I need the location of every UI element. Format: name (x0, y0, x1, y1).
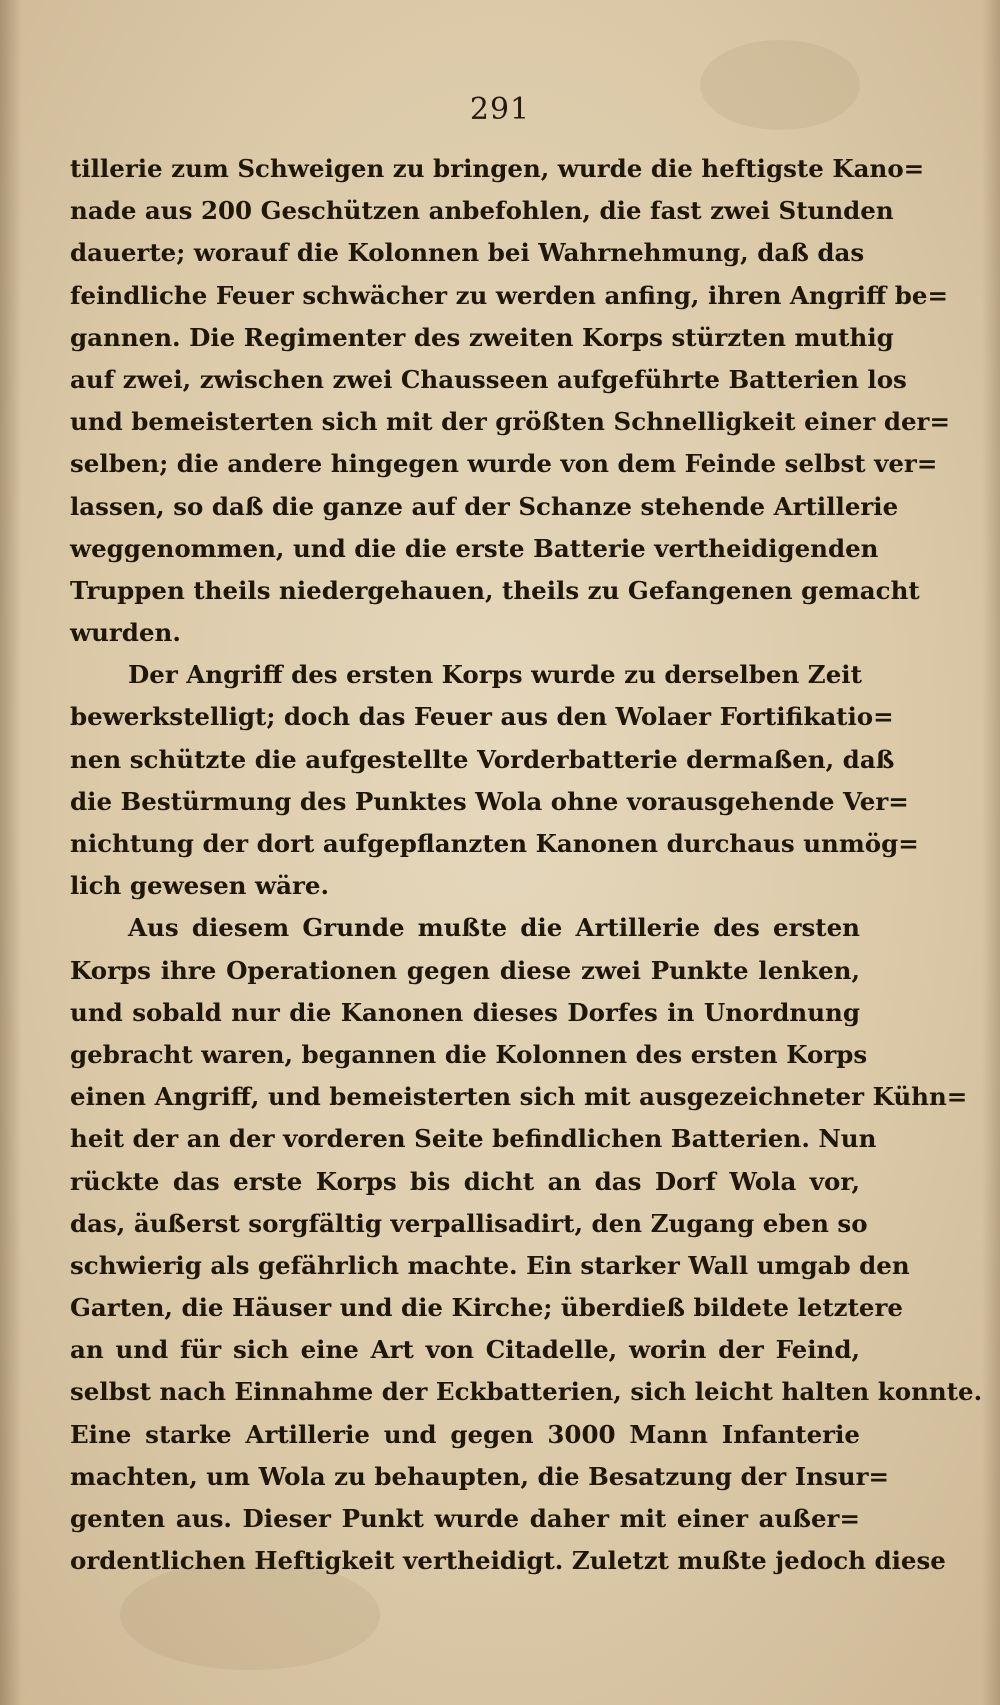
text-line: selben; die andere hingegen wurde von dem Feinde selbst ver= (70, 449, 938, 479)
text-line: Truppen theils niedergehauen, theils zu Gefangenen gemacht (70, 575, 920, 605)
text-line: genten aus. Dieser Punkt wurde daher mit einer außer= (70, 1504, 860, 1533)
text-line: die Bestürmung des Punktes Wola ohne vorausgehende Ver= (70, 786, 909, 816)
text-line: gebracht waren, begannen die Kolonnen des ersten Korps (70, 1039, 868, 1069)
text-line: nade aus 200 Geschützen anbefohlen, die fast zwei Stunden (70, 196, 894, 226)
text-line: Aus diesem Grunde mußte die Artillerie des ersten (128, 913, 860, 943)
text-line: Korps ihre Operationen gegen diese zwei Punkte lenken, (70, 955, 860, 985)
text-line: und bemeisterten sich mit der größten Schnelligkeit einer der= (70, 407, 950, 437)
text-line: lich gewesen wäre. (70, 871, 329, 901)
text-line: Eine starke Artillerie und gegen 3000 Mann Infanterie (70, 1419, 860, 1449)
page-edge-shadow-right (982, 0, 1000, 1705)
text-line: gannen. Die Regimenter des zweiten Korps stürzten muthig (70, 322, 894, 352)
text-line: ordentlichen Heftigkeit vertheidigt. Zuletzt mußte jedoch diese (70, 1546, 946, 1576)
text-line: bewerkstelligt; doch das Feuer aus den Wolaer Fortifikatio= (70, 702, 894, 732)
text-line: lassen, so daß die ganze auf der Schanze stehende Artillerie (70, 491, 899, 521)
text-line: weggenommen, und die die erste Batterie vertheidigenden (70, 533, 879, 563)
text-line: an und für sich eine Art von Citadelle, worin der Feind, (70, 1335, 860, 1365)
text-line: feindliche Feuer schwächer zu werden anfing, ihren Angriff be= (70, 280, 948, 310)
text-line: dauerte; worauf die Kolonnen bei Wahrnehmung, daß das (70, 238, 865, 268)
text-line: machten, um Wola zu behaupten, die Besatzung der Insur= (70, 1461, 890, 1491)
page-edge-shadow-left (0, 0, 22, 1705)
text-line: nen schützte die aufgestellte Vorderbatterie dermaßen, daß (70, 744, 895, 774)
text-line: selbst nach Einnahme der Eckbatterien, sich leicht halten konnte. (70, 1377, 983, 1407)
text-line: das, äußerst sorgfältig verpallisadirt, den Zugang eben so (70, 1208, 868, 1238)
text-line: schwierig als gefährlich machte. Ein starker Wall umgab den (70, 1250, 910, 1280)
text-line: wurden. (70, 618, 181, 648)
text-line: auf zwei, zwischen zwei Chausseen aufgeführte Batterien los (70, 364, 907, 394)
text-line: einen Angriff, und bemeisterten sich mit ausgezeichneter Kühn= (70, 1082, 968, 1112)
body-text (70, 148, 983, 1582)
text-line: Der Angriff des ersten Korps wurde zu derselben Zeit (128, 660, 862, 690)
text-line: Garten, die Häuser und die Kirche; überdieß bildete letztere (70, 1293, 903, 1323)
text-line: und sobald nur die Kanonen dieses Dorfes in Unordnung (70, 997, 860, 1027)
text-line: heit der an der vorderen Seite befindlichen Batterien. Nun (70, 1124, 877, 1154)
text-line: nichtung der dort aufgepflanzten Kanonen durchaus unmög= (70, 829, 919, 858)
page-number: 291 (469, 92, 531, 127)
text-line: rückte das erste Korps bis dicht an das Dorf Wola vor, (70, 1166, 860, 1196)
text-line: tillerie zum Schweigen zu bringen, wurde die heftigste Kano= (70, 154, 925, 183)
